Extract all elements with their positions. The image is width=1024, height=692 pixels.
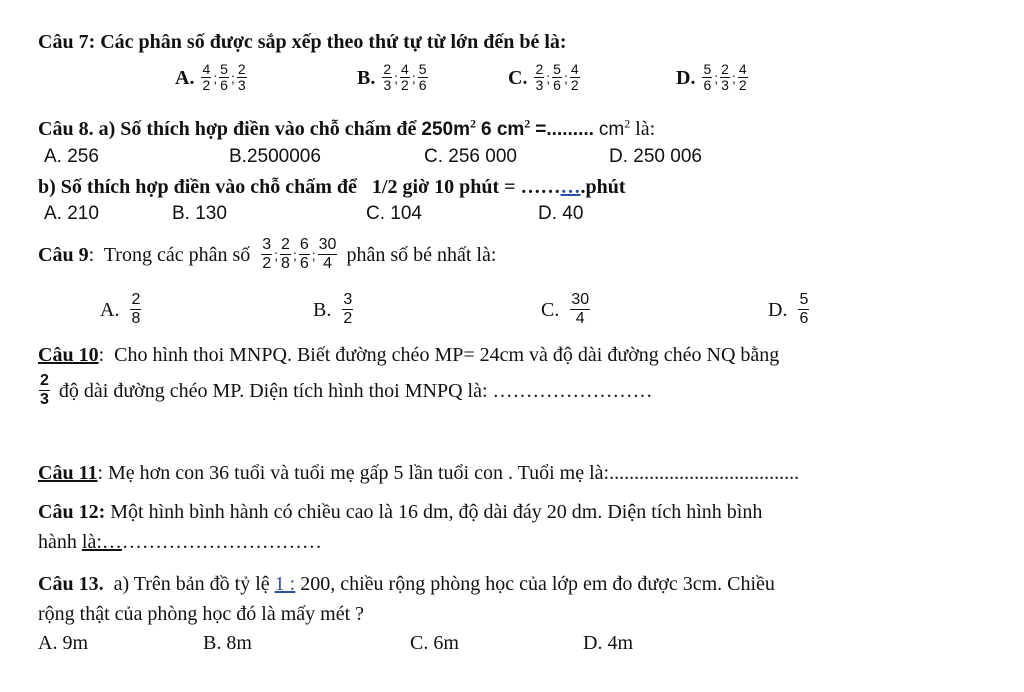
q8b-option-b: B. 130 <box>172 203 227 224</box>
q7-fraction <box>219 62 229 93</box>
q7-fraction-den: 3 <box>721 77 729 93</box>
q9-fraction-den: 8 <box>281 255 290 272</box>
q13-option-a: A. 9m <box>38 632 88 654</box>
q7-fraction-den: 2 <box>570 77 579 93</box>
q8b-option-c: C. 104 <box>366 203 422 224</box>
q9-option-b <box>313 291 354 328</box>
q9-option-label: C. <box>541 298 560 321</box>
q9-option-fraction-den: 2 <box>343 310 353 327</box>
q10-line1 <box>38 343 779 367</box>
q9-option-fraction <box>342 291 353 328</box>
q12-text-1: Một hình bình hành có chiều cao là 16 dm, độ dài đáy 20 dm. Diện tích hình bình <box>105 501 763 523</box>
q7-fraction <box>534 62 544 93</box>
q9-separator: ; <box>274 246 279 263</box>
q7-fraction-num: 2 <box>383 61 392 77</box>
q7-fraction-num: 5 <box>703 61 712 77</box>
q8a-text: a) Số thích hợp điền vào chỗ chấm để <box>98 118 417 140</box>
q7-fraction-num: 4 <box>202 61 211 77</box>
q8b-expr: 1/2 giờ 10 phút = …… <box>371 176 561 198</box>
q9-fraction-num: 30 <box>318 236 337 253</box>
q7-separator: ; <box>394 69 399 86</box>
q12-label: Câu 12: <box>38 501 106 523</box>
q9-option-fraction-den: 8 <box>131 310 141 327</box>
q9-fraction <box>261 236 272 273</box>
q7-fraction-num: 4 <box>738 61 747 77</box>
q8a-expr-1: 250m <box>421 119 470 140</box>
q9-option-label: B. <box>313 298 332 321</box>
q8a-sup-1: 2 <box>469 116 476 131</box>
q7-fraction <box>237 62 247 93</box>
q8a-sup-2: 2 <box>524 116 531 131</box>
q8a-expr-2: 6 cm <box>480 119 525 140</box>
q7-fraction-den: 6 <box>220 77 228 93</box>
q7-fraction-den: 2 <box>202 77 211 93</box>
q8a-option-d: D. 250 006 <box>609 146 702 167</box>
q13-scale: 1 : <box>274 573 296 595</box>
q13-label: Câu 13. <box>38 573 104 595</box>
q11-text: : Mẹ hơn con 36 tuổi và tuổi mẹ gấp 5 lần tuổi con . Tuổi mẹ là:...................................... <box>97 462 800 484</box>
q7-option-c <box>508 62 581 93</box>
q12-line1 <box>38 500 762 524</box>
q9-option-c <box>541 291 591 328</box>
q8-label: Câu 8. <box>38 118 94 140</box>
q9-fraction <box>318 236 338 273</box>
q9-option-d <box>768 291 810 328</box>
q9-fraction-num: 6 <box>299 236 309 253</box>
q9-option-label: A. <box>100 298 120 321</box>
q8a-unit-sup: 2 <box>624 116 631 131</box>
q9-fraction-num: 3 <box>262 236 272 253</box>
q8b-expr-end: .phút <box>580 176 626 198</box>
q7-option-label: B. <box>357 66 376 89</box>
q8a-end: là: <box>635 118 656 140</box>
q10-frac-den: 3 <box>40 391 49 408</box>
q7-fraction-den: 2 <box>738 77 747 93</box>
q11-label: Câu 11 <box>38 462 98 484</box>
q9-fraction <box>299 236 310 273</box>
q7-fraction-num: 2 <box>535 61 544 77</box>
q8a-option-b: B.2500006 <box>229 146 321 167</box>
q11-question <box>38 461 799 485</box>
q7-separator: ; <box>411 69 416 86</box>
q7-fraction-den: 6 <box>418 77 427 93</box>
q7-fraction-num: 4 <box>570 61 579 77</box>
q7-option-label: D. <box>676 66 696 89</box>
q9-option-fraction-den: 6 <box>799 310 809 327</box>
q7-fraction-den: 3 <box>237 77 246 93</box>
q7-fraction-num: 5 <box>418 61 427 77</box>
q9-option-fraction <box>570 291 590 328</box>
q9-separator: ; <box>311 246 316 263</box>
q10-fraction <box>39 372 50 409</box>
q8b-option-d: D. 40 <box>538 203 584 224</box>
q7-fraction <box>720 62 730 93</box>
q8b-question <box>38 175 626 199</box>
q7-fraction-num: 5 <box>553 61 561 77</box>
q8a-expr-3: =......... <box>535 119 594 140</box>
q13-text-1b: 200, chiều rộng phòng học của lớp em đo được 3cm. Chiều <box>295 573 775 595</box>
q7-fraction-den: 3 <box>535 77 544 93</box>
q7-fraction-num: 4 <box>401 61 409 77</box>
q9-option-fraction-num: 30 <box>571 291 590 308</box>
q7-option-a <box>175 62 248 93</box>
q7-fraction-den: 3 <box>383 77 392 93</box>
q9-option-fraction <box>130 291 141 328</box>
q10-line2 <box>38 372 653 409</box>
q9-question <box>38 236 496 273</box>
q7-separator: ; <box>230 69 235 86</box>
q13-option-c: C. 6m <box>410 632 459 654</box>
q9-option-fraction-num: 2 <box>131 291 141 308</box>
q7-separator: ; <box>714 69 719 86</box>
q7-option-label: A. <box>175 66 195 89</box>
q7-title: Câu 7: Các phân số được sắp xếp theo thứ tự từ lớn đến bé là: <box>38 31 567 53</box>
q7-option-label: C. <box>508 66 528 89</box>
q7-separator: ; <box>213 69 218 86</box>
q12-text-2b: ………………………… <box>121 531 322 553</box>
q10-text-2: độ dài đường chéo MP. Diện tích hình thoi MNPQ là: …………………… <box>58 379 653 402</box>
q7-fraction-den: 2 <box>401 77 409 93</box>
q7-fraction <box>702 62 712 93</box>
q9-separator: ; <box>292 246 297 263</box>
q9-fraction-list <box>260 236 338 273</box>
q12-text-2u: là:… <box>81 531 122 553</box>
q13-line1 <box>38 572 775 596</box>
q7-fraction-num: 2 <box>721 61 729 77</box>
q13-text-1a: a) Trên bản đồ tỷ lệ <box>103 573 275 595</box>
q7-option-d <box>676 62 749 93</box>
q7-fraction-den: 6 <box>703 77 712 93</box>
q7-separator: ; <box>731 69 736 86</box>
q9-option-fraction-num: 3 <box>343 291 353 308</box>
q9-label: Câu 9 <box>38 243 89 266</box>
q7-fraction <box>382 62 392 93</box>
q10-frac-num: 2 <box>40 372 49 389</box>
q13-line2: rộng thật của phòng học đó là mấy mét ? <box>38 603 365 625</box>
q7-option-b <box>357 62 429 93</box>
q9-option-fraction <box>798 291 809 328</box>
q7-fraction <box>738 62 748 93</box>
q7-separator: ; <box>563 69 568 86</box>
q8a-question <box>38 117 655 142</box>
q8a-option-c: C. 256 000 <box>424 146 517 167</box>
q8b-expr-underline: … <box>560 176 581 198</box>
q7-fraction <box>552 62 562 93</box>
q9-option-fraction-den: 4 <box>575 310 585 327</box>
q7-fraction-num: 2 <box>237 61 246 77</box>
q12-text-2a: hành <box>38 531 82 553</box>
q9-text: : Trong các phân số <box>88 243 251 266</box>
q9-option-fraction-num: 5 <box>799 291 809 308</box>
q7-fraction-num: 5 <box>220 61 228 77</box>
q7-fraction <box>201 62 211 93</box>
q7-fraction <box>418 62 428 93</box>
q9-option-a <box>100 291 142 328</box>
q7-separator: ; <box>546 69 551 86</box>
q9-fraction <box>280 236 291 273</box>
q10-label: Câu 10 <box>38 344 99 366</box>
q8a-option-a: A. 256 <box>44 146 99 167</box>
q9-fraction-den: 2 <box>262 255 272 272</box>
q7-fraction-den: 6 <box>553 77 561 93</box>
q7-fraction <box>570 62 580 93</box>
q8a-unit: cm <box>598 119 625 140</box>
q9-option-label: D. <box>768 298 788 321</box>
q10-text-1: : Cho hình thoi MNPQ. Biết đường chéo MP= 24cm và độ dài đường chéo NQ bằng <box>98 344 780 366</box>
q8b-text: b) Số thích hợp điền vào chỗ chấm để <box>38 176 357 198</box>
q9-fraction-num: 2 <box>281 236 290 253</box>
q13-option-d: D. 4m <box>583 632 633 654</box>
q8b-option-a: A. 210 <box>44 203 99 224</box>
q13-option-b: B. 8m <box>203 632 252 654</box>
q9-fraction-den: 6 <box>299 255 309 272</box>
q7-fraction <box>400 62 410 93</box>
q9-end: phân số bé nhất là: <box>346 243 497 266</box>
q12-line2 <box>38 530 322 554</box>
q9-fraction-den: 4 <box>323 255 332 272</box>
